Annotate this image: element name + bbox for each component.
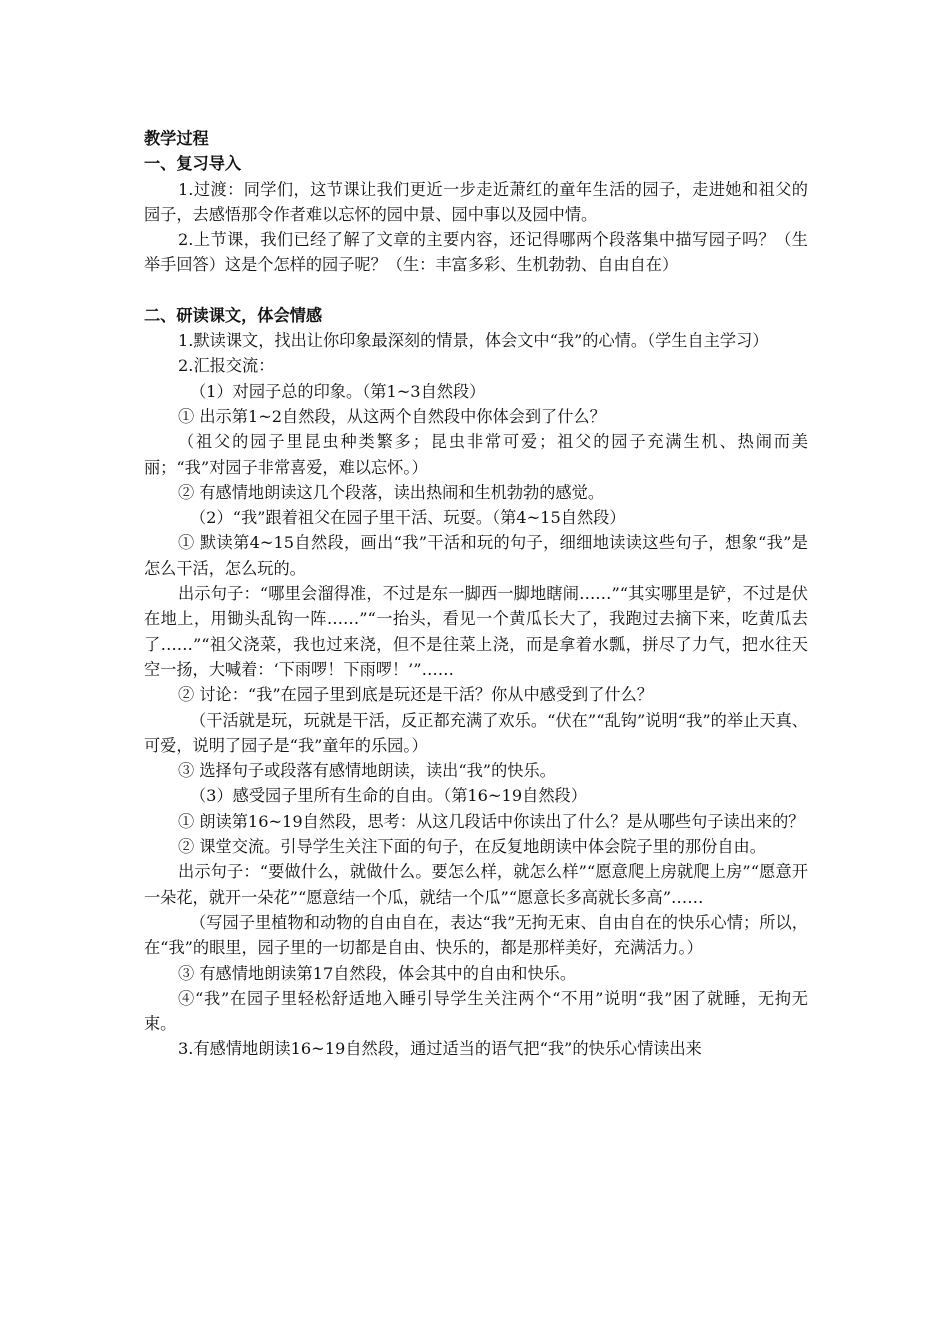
doc-title: 教学过程 xyxy=(144,129,209,148)
paragraph: 1.默读课文，找出让你印象最深刻的情景，体会文中“我”的心情。（学生自主学习） xyxy=(178,331,769,351)
blank-line xyxy=(144,278,808,303)
paragraph: 出示句子：“要做什么，就做什么。要怎么样，就怎么样”“愿意爬上房就爬上房”“愿意开一朵花，就开一朵花”“愿意结一个瓜，就结一个瓜”“愿意长多高就长多高”…… xyxy=(144,862,808,907)
subsection-heading: （1）对园子总的印象。（第1~3自然段） xyxy=(190,381,486,401)
paragraph: ② 讨论：“我”在园子里到底是玩还是干活？你从中感受到了什么？ xyxy=(178,685,653,705)
paragraph: 1.过渡：同学们，这节课让我们更近一步走近萧红的童年生活的园子，走进她和祖父的园子，去感悟那令作者难以忘怀的园中景、园中事以及园中情。 xyxy=(144,179,808,224)
paragraph: ④“我”在园子里轻松舒适地入睡引导学生关注两个“不用”说明“我”困了就睡，无拘无束。 xyxy=(144,988,808,1034)
paragraph: （祖父的园子里昆虫种类繁多；昆虫非常可爱；祖父的园子充满生机、热闹而美丽；“我”对园子非常喜爱，难以忘怀。） xyxy=(144,432,808,477)
paragraph: 3.有感情地朗读16~19自然段，通过适当的语气把“我”的快乐心情读出来 xyxy=(178,1039,702,1059)
document-page xyxy=(144,126,808,1062)
section-heading-review: 一、复习导入 xyxy=(144,154,242,174)
paragraph: ① 朗读第16~19自然段，思考：从这几段话中你读出了什么？是从哪些句子读出来的？ xyxy=(178,811,805,831)
paragraph: ② 有感情地朗读这几个段落，读出热闹和生机勃勃的感觉。 xyxy=(178,482,605,502)
paragraph: ① 出示第1~2自然段，从这两个自然段中你体会到了什么？ xyxy=(178,406,606,426)
paragraph: 出示句子：“哪里会溜得准，不过是东一脚西一脚地瞎闹……”“其实哪里是铲，不过是伏在地上，用锄头乱钩一阵……”“一抬头，看见一个黄瓜长大了，我跑过去摘下来，吃黄瓜去了……”“祖父浇菜，我也过来浇，但不是往菜上浇，而是拿着水瓢，拼尽了力气，把水往天空一扬，大喊着：‘下雨啰！下雨啰！’”…… xyxy=(144,584,808,679)
section-heading-study: 二、研读课文，体会情感 xyxy=(144,305,323,325)
paragraph: 2.上节课，我们已经了解了文章的主要内容，还记得哪两个段落集中描写园子吗？（生举手回答）这是个怎样的园子呢？（生：丰富多彩、生机勃勃、自由自在） xyxy=(144,230,808,275)
paragraph: （写园子里植物和动物的自由自在，表达“我”无拘无束、自由自在的快乐心情；所以，在“我”的眼里，园子里的一切都是自由、快乐的，都是那样美好，充满活力。） xyxy=(144,912,808,958)
subsection-heading: （2）“我”跟着祖父在园子里干活、玩耍。（第4~15自然段） xyxy=(190,508,626,528)
paragraph: 2.汇报交流： xyxy=(178,356,275,376)
subsection-heading: （3）感受园子里所有生命的自由。（第16~19自然段） xyxy=(190,786,587,806)
paragraph: （干活就是玩，玩就是干活，反正都充满了欢乐。“伏在”“乱钩”说明“我”的举止天真、可爱，说明了园子是“我”童年的乐园。） xyxy=(144,710,808,755)
paragraph: ③ 选择句子或段落有感情地朗读，读出“我”的快乐。 xyxy=(178,761,556,781)
paragraph: ③ 有感情地朗读第17自然段，体会其中的自由和快乐。 xyxy=(178,963,577,983)
paragraph: ② 课堂交流。引导学生关注下面的句子，在反复地朗读中体会院子里的那份自由。 xyxy=(178,837,766,857)
paragraph: ① 默读第4~15自然段，画出“我”干活和玩的句子，细细地读读这些句子，想象“我”是怎么干活，怎么玩的。 xyxy=(144,533,808,578)
